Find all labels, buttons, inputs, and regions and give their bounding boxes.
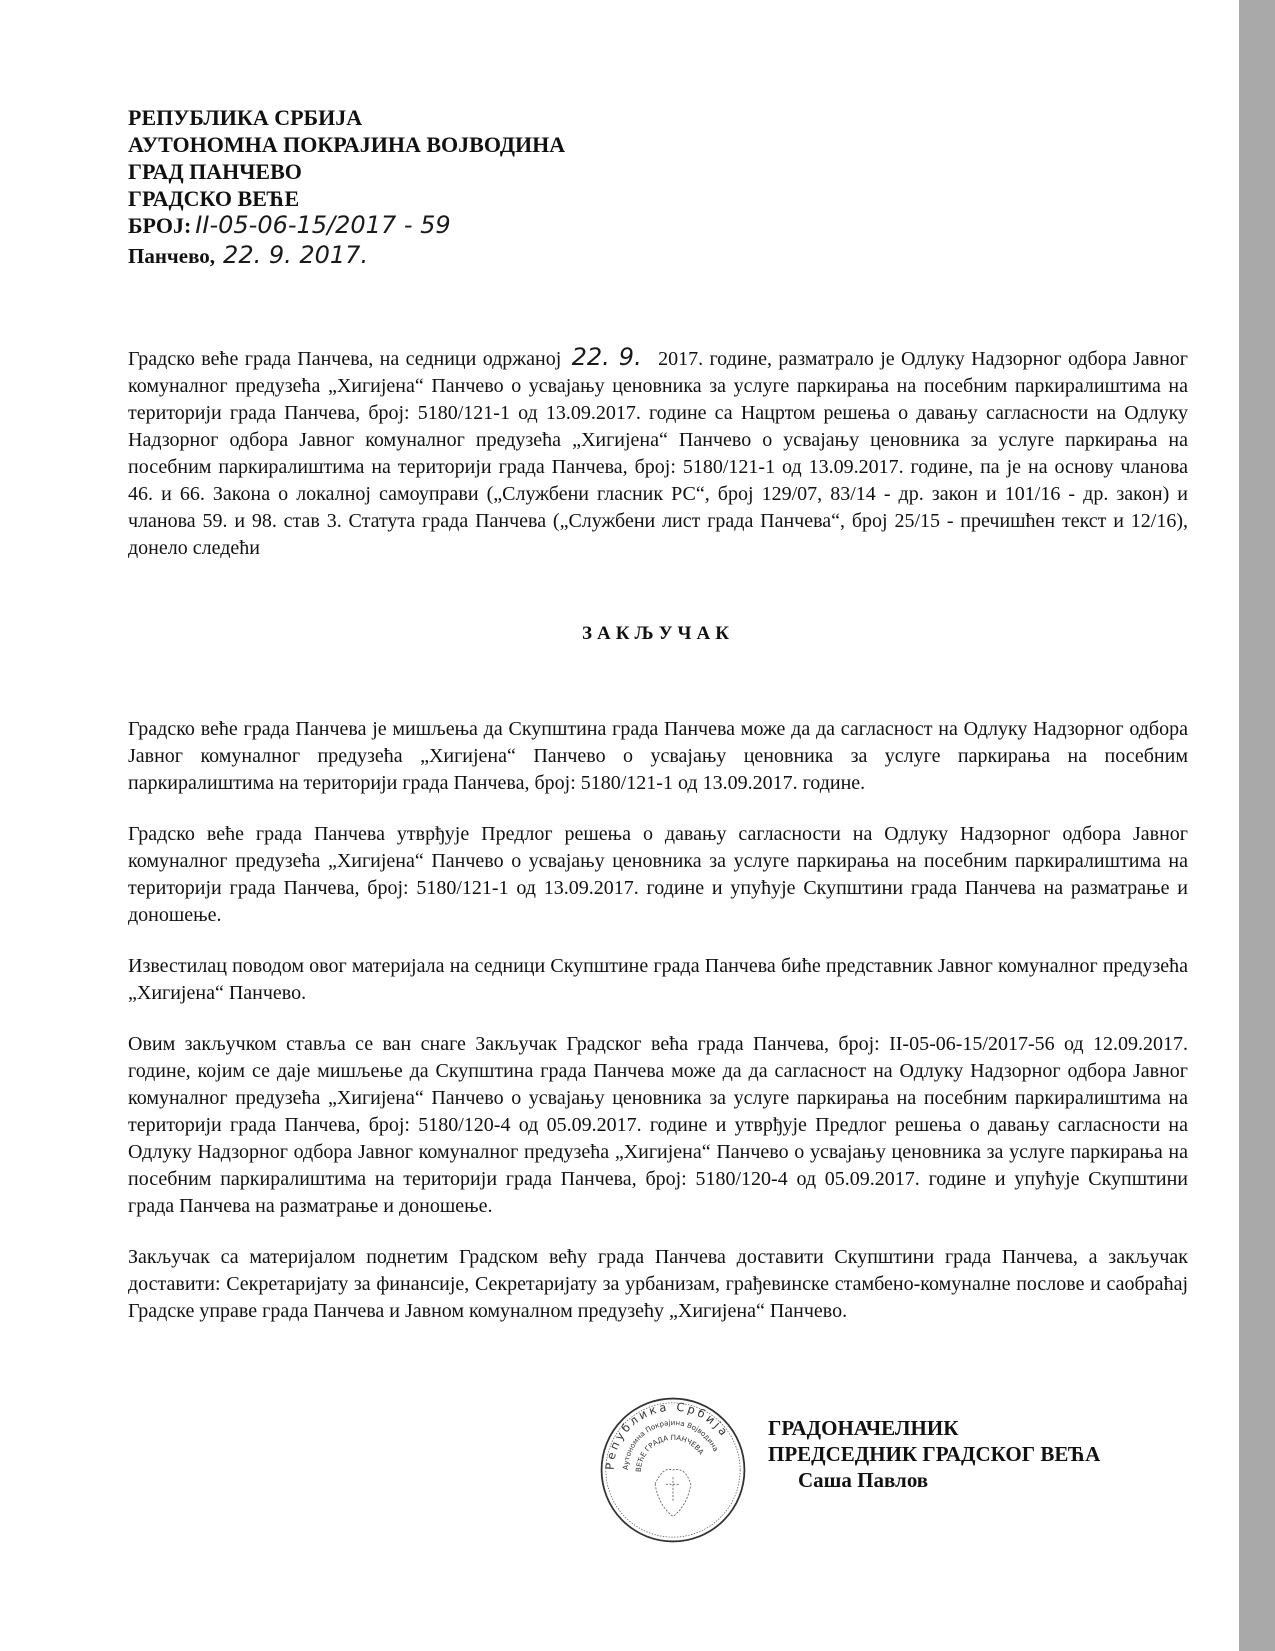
- signature-block: [768, 1415, 1100, 1493]
- letterhead: [128, 104, 1188, 272]
- session-date-handwritten: 22. 9.: [571, 343, 642, 371]
- conclusion-paragraph-1: Градско веће града Панчева је мишљења да Скупштина града Панчева може да да сагласност на Одлуку Надзорног одбора Јавног комуналног предузећа „Хигијена“ Панчево о усвајању ценовника за услуге паркирања на посебним паркиралиштима на територији града Панчева, број: 5180/121-1 од 13.09.2017. године.: [128, 718, 1188, 794]
- signature-role: ПРЕДСЕДНИК ГРАДСКОГ ВЕЋА: [768, 1442, 1101, 1466]
- signature-title: ГРАДОНАЧЕЛНИК: [768, 1416, 959, 1440]
- intro-text-after-date: 2017. године, разматрало је Одлуку Надзорног одбора Јавног комуналног предузећа „Хигијена“ Панчево о усвајању ценовника за услуге паркирања на посебним паркиралиштима на територији града Панчева, број: 5180/121-1 од 13.09.2017. године са Нацртом решења о давању сагласности на Одлуку Надзорног одбора Јавног комуналног предузећа „Хигијена“ Панчево о усвајању ценовника за услуге паркирања на посебним паркиралиштима на територији града Панчева, број: 5180/121-1 од 13.09.2017. године, па је на основу чланова 46. и 66. Закона о локалној самоуправи („Службени гласник РС“, број 129/07, 83/14 - др. закон и 101/16 - др. закон) и чланова 59. и 98. став 3. Статута града Панчева („Службени лист града Панчева“, број 25/15 - пречишћен текст и 12/16), донело следећи: [128, 348, 1188, 559]
- intro-text-before-date: Градско веће града Панчева, на седници одржаној: [128, 348, 562, 370]
- conclusion-paragraph-5: Закључак са материјалом поднетим Градском већу града Панчева доставити Скупштини града Панчева, а закључак доставити: Секретаријату за финансије, Секретаријату за урбанизам, грађевинске стамбено-комуналне послове и саобраћај Градске управе града Панчева и Јавном комуналном предузећу „Хигијена“ Панчево.: [128, 1246, 1188, 1322]
- document-number: [128, 212, 1188, 239]
- official-seal: [598, 1395, 748, 1545]
- letterhead-line-province: АУТОНОМНА ПОКРАЈИНА ВОЈВОДИНА: [128, 132, 566, 157]
- conclusion-paragraph-4: Овим закључком ставља се ван снаге Закључак Градског већа града Панчева, број: II-05-06-15/2017-56 од 12.09.2017. године, којим се даје мишљење да Скупштина града Панчева може да да сагласност на Одлуку Надзорног одбора Јавног комуналног предузећа „Хигијена“ Панчево о усвајању ценовника за услуге паркирања на посебним паркиралиштима на територији града Панчева, број: 5180/120-4 од 05.09.2017. године и утврђује Предлог решења о давању сагласности на Одлуку Надзорног одбора Јавног комуналног предузећа „Хигијена“ Панчево о усвајању ценовника за услуге паркирања на посебним паркиралиштима на територији града Панчева, број: 5180/120-4 од 05.09.2017. године и упућује Скупштини града Панчева на разматрање и доношење.: [128, 1033, 1188, 1217]
- seal-inner-text: ВЕЋЕ ГРАДА ПАНЧЕВА: [633, 1432, 706, 1473]
- document-title: ЗАКЉУЧАК: [582, 623, 734, 644]
- date-handwritten: 22. 9. 2017.: [223, 241, 369, 269]
- document-number-handwritten: II-05-06-15/2017 - 59: [195, 211, 451, 239]
- signatory-name: Саша Павлов: [798, 1468, 929, 1492]
- letterhead-line-council: ГРАДСКО ВЕЋЕ: [128, 186, 300, 211]
- seal-outer-text: Република Србија: [602, 1399, 733, 1471]
- conclusion-paragraph-3: Известилац поводом овог материјала на седници Скупштине града Панчева биће представник Јавног комуналног предузећа „Хигијена“ Панчево.: [128, 955, 1188, 1004]
- seal-middle-text: Аутономна Покрајина Војводина: [620, 1417, 721, 1471]
- letterhead-line-republic: РЕПУБЛИКА СРБИЈА: [128, 105, 363, 130]
- place-date: [128, 239, 1188, 272]
- letterhead-line-city: ГРАД ПАНЧЕВО: [128, 159, 302, 184]
- coat-of-arms-icon: [655, 1469, 691, 1516]
- signature-area: [128, 1395, 1188, 1595]
- intro-paragraph: [128, 344, 1188, 562]
- conclusion-paragraph-2: Градско веће града Панчева утврђује Предлог решења о давању сагласности на Одлуку Надзорног одбора Јавног комуналног предузећа „Хигијена“ Панчево о усвајању ценовника за услуге паркирања на посебним паркиралиштима на територији града Панчева, број: 5180/121-1 од 13.09.2017. године и упућује Скупштини града Панчева на разматрање и доношење.: [128, 823, 1188, 926]
- document-number-label: БРОЈ:: [128, 213, 192, 238]
- scan-border-edge: [1239, 0, 1275, 1651]
- place-label: Панчево,: [128, 244, 216, 268]
